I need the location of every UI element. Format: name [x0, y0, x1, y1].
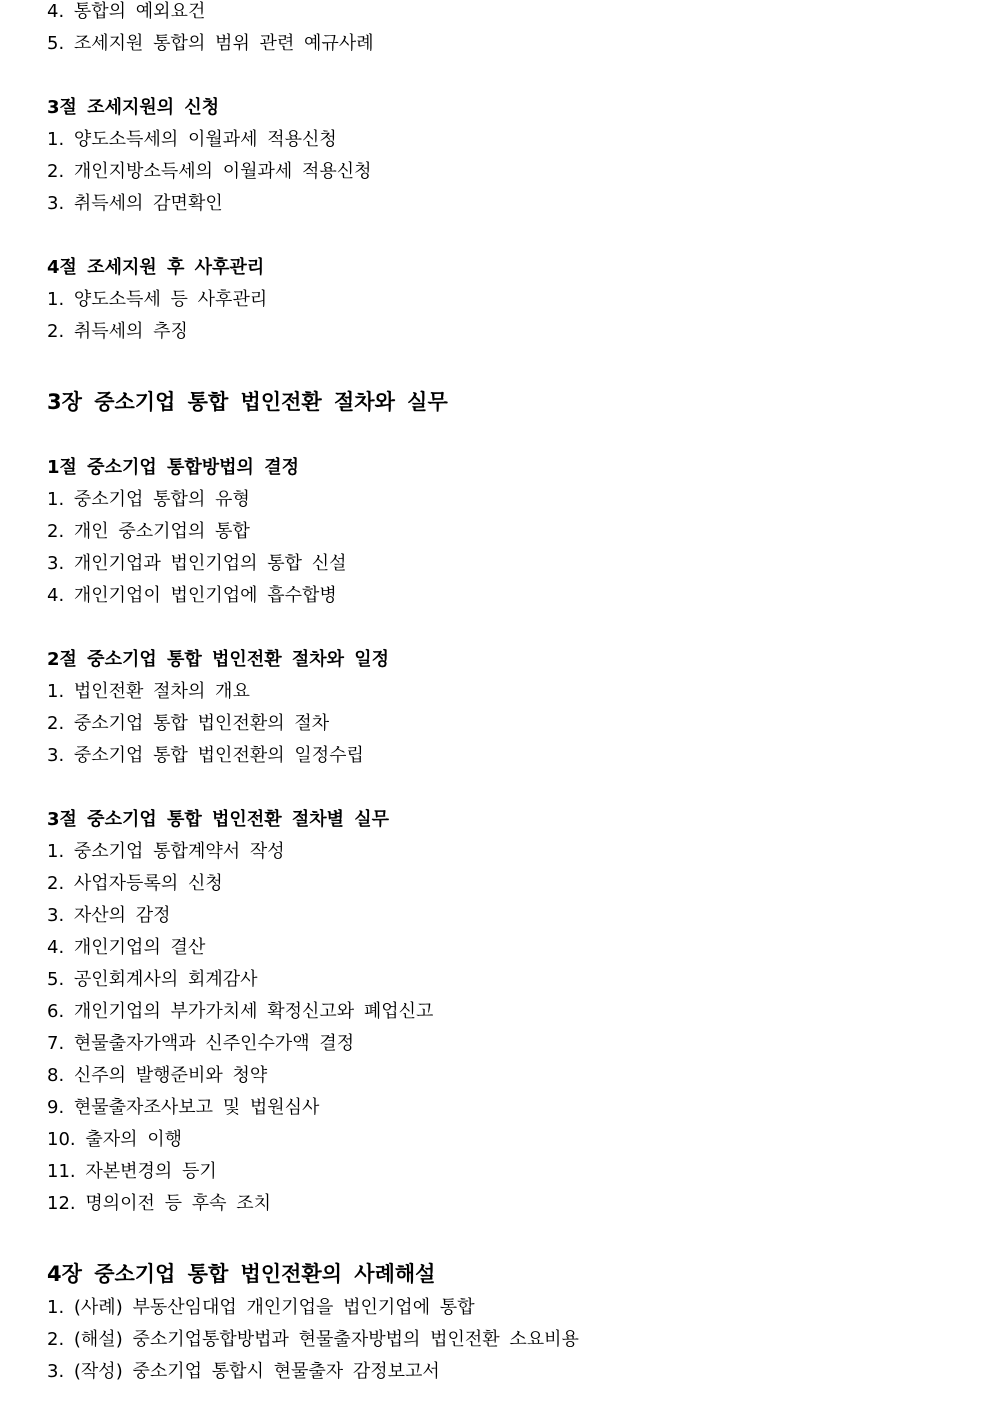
section-heading: 1절 중소기업 통합방법의 결정	[47, 457, 299, 478]
list-item: 8. 신주의 발행준비와 청약	[47, 1065, 268, 1086]
spacer	[47, 352, 967, 388]
list-item: 9. 현물출자조사보고 및 법원심사	[47, 1097, 320, 1118]
spacer	[47, 776, 967, 808]
list-item: 5. 공인회계사의 회계감사	[47, 969, 258, 990]
section-heading: 2절 중소기업 통합 법인전환 절차와 일정	[47, 649, 390, 670]
list-item: 1. (사례) 부동산임대업 개인기업을 법인기업에 통합	[47, 1297, 475, 1318]
list-item: 2. 개인 중소기업의 통합	[47, 521, 250, 542]
section-heading: 3절 조세지원의 신청	[47, 97, 220, 118]
list-item: 3. 취득세의 감면확인	[47, 193, 223, 214]
list-item: 3. 개인기업과 법인기업의 통합 신설	[47, 553, 347, 574]
list-item: 1. 중소기업 통합계약서 작성	[47, 841, 285, 862]
list-item: 5. 조세지원 통합의 범위 관련 예규사례	[47, 33, 374, 54]
list-item: 1. 양도소득세의 이월과세 적용신청	[47, 129, 337, 150]
list-item: 4. 통합의 예외요건	[47, 1, 206, 22]
list-item: 2. 사업자등록의 신청	[47, 873, 223, 894]
spacer	[47, 616, 967, 648]
spacer	[47, 224, 967, 256]
list-item: 2. 개인지방소득세의 이월과세 적용신청	[47, 161, 372, 182]
list-item: 12. 명의이전 등 후속 조치	[47, 1193, 272, 1214]
list-item: 6. 개인기업의 부가가치세 확정신고와 폐업신고	[47, 1001, 434, 1022]
spacer	[47, 1224, 967, 1260]
list-item: 3. (작성) 중소기업 통합시 현물출자 감정보고서	[47, 1361, 440, 1382]
spacer	[47, 64, 967, 96]
chapter-heading: 3장 중소기업 통합 법인전환 절차와 실무	[47, 390, 448, 414]
list-item: 11. 자본변경의 등기	[47, 1161, 217, 1182]
chapter-heading: 4장 중소기업 통합 법인전환의 사례해설	[47, 1262, 436, 1286]
section-heading: 3절 중소기업 통합 법인전환 절차별 실무	[47, 809, 390, 830]
list-item: 2. 중소기업 통합 법인전환의 절차	[47, 713, 330, 734]
list-item: 2. 취득세의 추징	[47, 321, 188, 342]
section-heading: 4절 조세지원 후 사후관리	[47, 257, 265, 278]
list-item: 3. 중소기업 통합 법인전환의 일정수립	[47, 745, 364, 766]
list-item: 1. 양도소득세 등 사후관리	[47, 289, 268, 310]
list-item: 2. (해설) 중소기업통합방법과 현물출자방법의 법인전환 소요비용	[47, 1329, 579, 1350]
spacer	[47, 424, 967, 456]
list-item: 1. 법인전환 절차의 개요	[47, 681, 250, 702]
list-item: 3. 자산의 감정	[47, 905, 171, 926]
list-item: 10. 출자의 이행	[47, 1129, 183, 1150]
list-item: 4. 개인기업이 법인기업에 흡수합병	[47, 585, 337, 606]
list-item: 1. 중소기업 통합의 유형	[47, 489, 250, 510]
document-body	[47, 0, 967, 1392]
list-item: 4. 개인기업의 결산	[47, 937, 206, 958]
list-item: 7. 현물출자가액과 신주인수가액 결정	[47, 1033, 355, 1054]
